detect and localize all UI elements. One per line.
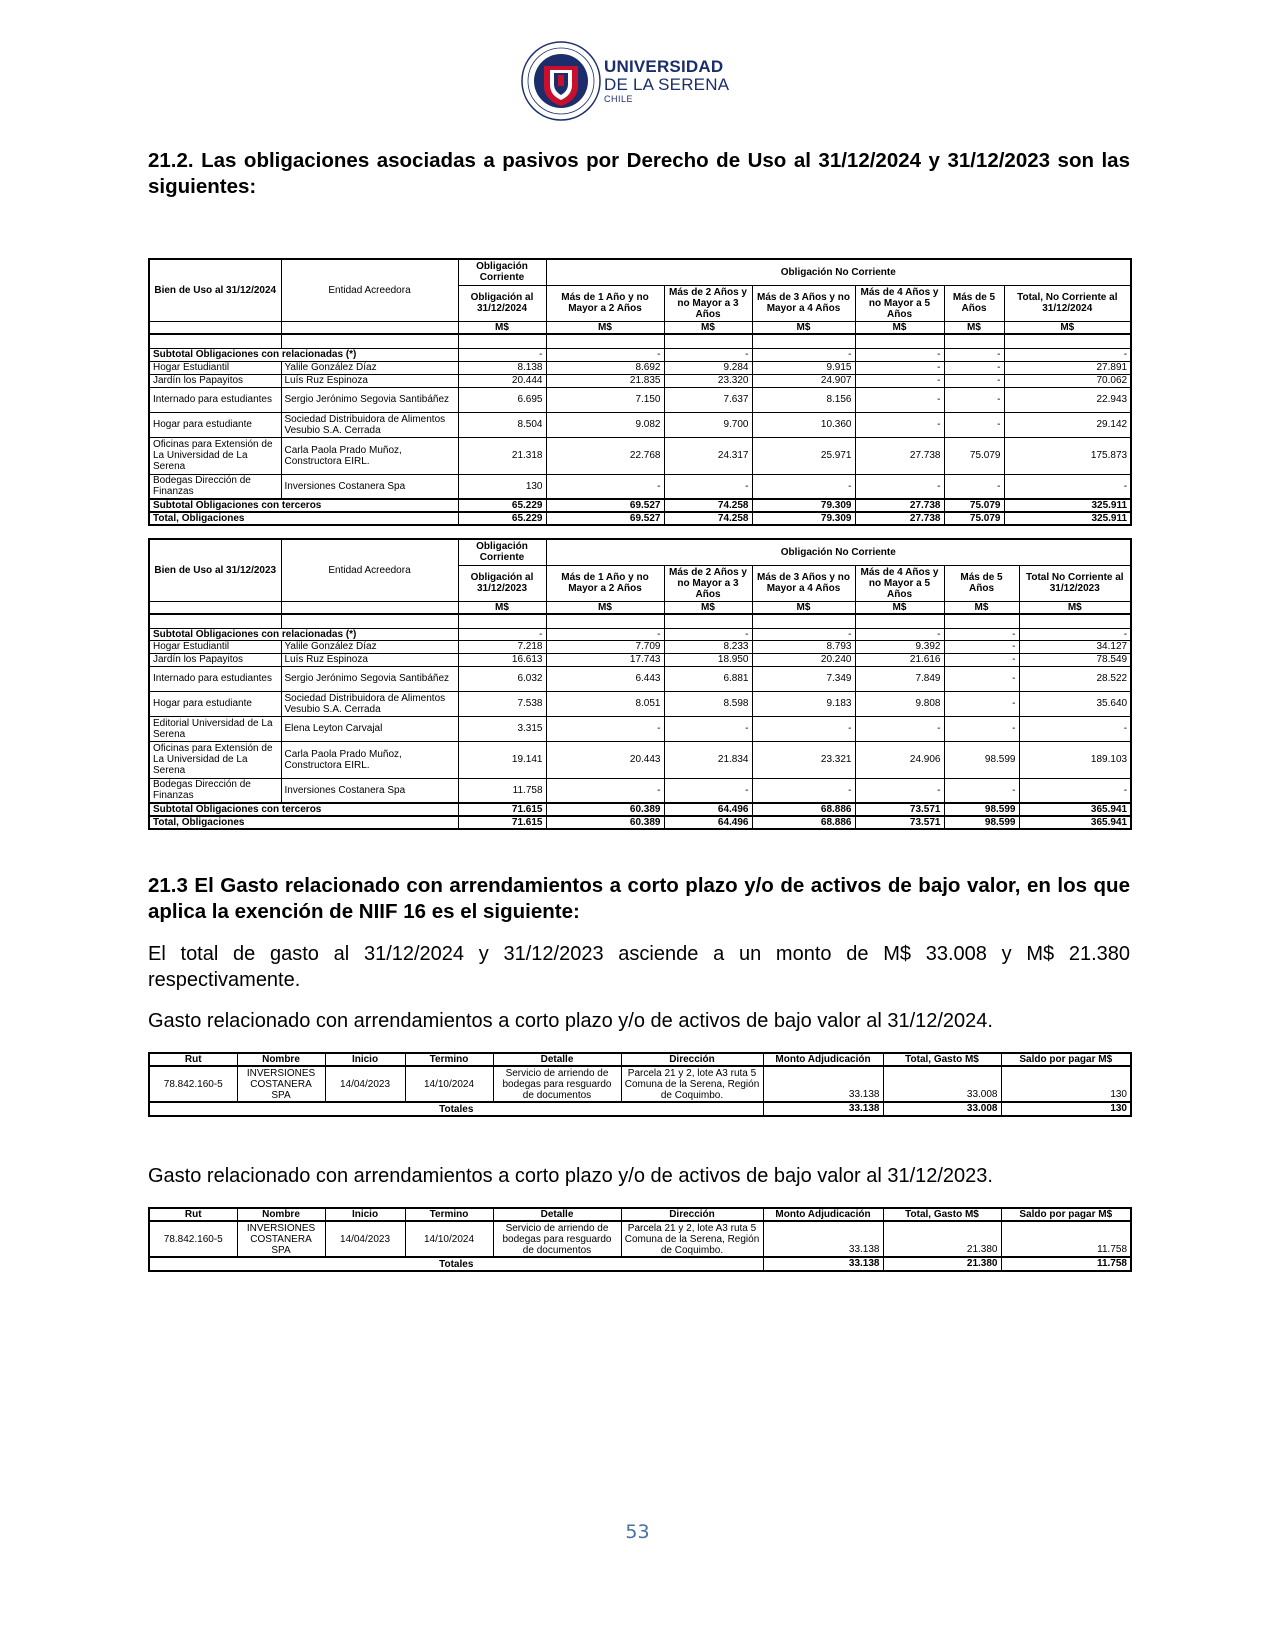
col-total-gasto: Total, Gasto M$ bbox=[883, 1053, 1001, 1066]
col-rut: Rut bbox=[149, 1053, 237, 1066]
header-4a5: Más de 4 Años y no Mayor a 5 Años bbox=[855, 285, 944, 321]
table-row: Hogar Estudiantil Yalile González Díaz 8.138 8.692 9.284 9.915 - - 27.891 bbox=[149, 361, 1131, 374]
col-direccion: Dirección bbox=[621, 1053, 763, 1066]
header-corriente: Obligación Corriente bbox=[458, 259, 546, 285]
col-inicio: Inicio bbox=[325, 1053, 405, 1066]
table-row: 78.842.160-5 INVERSIONES COSTANERA SPA 14/04/2023 14/10/2024 Servicio de arriendo de bodegas para resguardo de documentos Parcela 21 y 2, lote A3 ruta 5 Comuna de la Serena, Región de Coquimbo. 33.138 21.380 11.758 bbox=[149, 1221, 1131, 1257]
unit: M$ bbox=[664, 601, 752, 614]
col-detalle: Detalle bbox=[493, 1053, 621, 1066]
logo-wordmark bbox=[604, 58, 729, 105]
gasto-table-2024 bbox=[148, 1052, 1132, 1117]
subtotal-terceros-row: Subtotal Obligaciones con terceros 65.229 69.527 74.258 79.309 27.738 75.079 325.911 bbox=[149, 499, 1131, 512]
header-1a2: Más de 1 Año y no Mayor a 2 Años bbox=[546, 285, 664, 321]
table-row: Hogar para estudiante Sociedad Distribuidora de Alimentos Vesubio S.A. Cerrada 8.504 9.082 9.700 10.360 - - 29.142 bbox=[149, 412, 1131, 437]
col-inicio: Inicio bbox=[325, 1208, 405, 1221]
header-1a2: Más de 1 Año y no Mayor a 2 Años bbox=[546, 565, 664, 601]
header-3a4: Más de 3 Años y no Mayor a 4 Años bbox=[752, 285, 855, 321]
col-termino: Termino bbox=[405, 1053, 493, 1066]
section-213-paragraph: El total de gasto al 31/12/2024 y 31/12/2023 asciende a un monto de M$ 33.008 y M$ 21.380 respectivamente. bbox=[148, 943, 1130, 991]
subtotal-relacionadas-row: Subtotal Obligaciones con relacionadas (*) - - - - - - - bbox=[149, 348, 1131, 361]
header-no-corriente: Obligación No Corriente bbox=[546, 539, 1131, 565]
header-obligacion: Obligación al 31/12/2023 bbox=[458, 565, 546, 601]
unit: M$ bbox=[664, 321, 752, 334]
table-row: Jardín los Papayitos Luís Ruz Espinoza 20.444 21.835 23.320 24.907 - - 70.062 bbox=[149, 374, 1131, 387]
unit: M$ bbox=[1004, 321, 1131, 334]
subtotal-relacionadas-row: Subtotal Obligaciones con relacionadas (*) - - - - - - - bbox=[149, 628, 1131, 640]
total-row: Total, Obligaciones 65.229 69.527 74.258 79.309 27.738 75.079 325.911 bbox=[149, 512, 1131, 525]
table-row: Oficinas para Extensión de La Universidad de La Serena Carla Paola Prado Muñoz, Constructora EIRL. 19.141 20.443 21.834 23.321 24.906 98.599 189.103 bbox=[149, 741, 1131, 778]
header-entidad: Entidad Acreedora bbox=[281, 539, 458, 601]
col-total-gasto: Total, Gasto M$ bbox=[883, 1208, 1001, 1221]
logo-line-1: UNIVERSIDAD bbox=[604, 57, 724, 76]
table-row: Editorial Universidad de La Serena Elena Leyton Carvajal 3.315 - - - - - - bbox=[149, 716, 1131, 741]
page-number: 53 bbox=[625, 1521, 650, 1543]
header-no-corriente: Obligación No Corriente bbox=[546, 259, 1131, 285]
gasto-table-2023 bbox=[148, 1207, 1132, 1272]
header-bien: Bien de Uso al 31/12/2024 bbox=[149, 259, 281, 321]
header-5: Más de 5 Años bbox=[944, 565, 1019, 601]
header-4a5: Más de 4 Años y no Mayor a 5 Años bbox=[855, 565, 944, 601]
header-corriente: Obligación Corriente bbox=[458, 539, 546, 565]
section-212-title: 21.2. Las obligaciones asociadas a pasivos por Derecho de Uso al 31/12/2024 y 31/12/2023 son las siguientes: bbox=[148, 149, 1130, 198]
col-monto: Monto Adjudicación bbox=[763, 1208, 883, 1221]
totales-row: Totales 33.138 21.380 11.758 bbox=[149, 1257, 1131, 1271]
header-obligacion: Obligación al 31/12/2024 bbox=[458, 285, 546, 321]
header-total: Total, No Corriente al 31/12/2024 bbox=[1004, 285, 1131, 321]
obligations-table-2023 bbox=[148, 538, 1132, 830]
caption-2024: Gasto relacionado con arrendamientos a corto plazo y/o de activos de bajo valor al 31/12/2024. bbox=[148, 1010, 993, 1032]
table-row: Internado para estudiantes Sergio Jerónimo Segovia Santibáñez 6.032 6.443 6.881 7.349 7.849 - 28.522 bbox=[149, 666, 1131, 691]
unit: M$ bbox=[944, 321, 1004, 334]
table-row: Bodegas Dirección de Finanzas Inversiones Costanera Spa 11.758 - - - - - - bbox=[149, 778, 1131, 803]
header-2a3: Más de 2 Años y no Mayor a 3 Años bbox=[664, 285, 752, 321]
col-nombre: Nombre bbox=[237, 1208, 325, 1221]
table-row: 78.842.160-5 INVERSIONES COSTANERA SPA 14/04/2023 14/10/2024 Servicio de arriendo de bodegas para resguardo de documentos Parcela 21 y 2, lote A3 ruta 5 Comuna de la Serena, Región de Coquimbo. 33.138 33.008 130 bbox=[149, 1066, 1131, 1102]
table-row: Jardín los Papayitos Luís Ruz Espinoza 16.613 17.743 18.950 20.240 21.616 - 78.549 bbox=[149, 653, 1131, 666]
header-2a3: Más de 2 Años y no Mayor a 3 Años bbox=[664, 565, 752, 601]
unit: M$ bbox=[752, 601, 855, 614]
header-5: Más de 5 Años bbox=[944, 285, 1004, 321]
unit: M$ bbox=[1019, 601, 1131, 614]
col-detalle: Detalle bbox=[493, 1208, 621, 1221]
header-3a4: Más de 3 Años y no Mayor a 4 Años bbox=[752, 565, 855, 601]
header-bien: Bien de Uso al 31/12/2023 bbox=[149, 539, 281, 601]
logo-line-2: DE LA SERENA bbox=[604, 75, 730, 94]
col-monto: Monto Adjudicación bbox=[763, 1053, 883, 1066]
col-rut: Rut bbox=[149, 1208, 237, 1221]
col-saldo: Saldo por pagar M$ bbox=[1001, 1208, 1131, 1221]
unit: M$ bbox=[855, 601, 944, 614]
logo-line-3: CHILE bbox=[604, 94, 634, 104]
unit: M$ bbox=[546, 601, 664, 614]
unit: M$ bbox=[458, 601, 546, 614]
col-nombre: Nombre bbox=[237, 1053, 325, 1066]
unit: M$ bbox=[458, 321, 546, 334]
unit: M$ bbox=[944, 601, 1019, 614]
section-213-title: 21.3 El Gasto relacionado con arrendamientos a corto plazo y/o de activos de bajo valor, en los que aplica la exención de NIIF 16 es el siguiente: bbox=[148, 874, 1130, 923]
table-row: Oficinas para Extensión de La Universidad de La Serena Carla Paola Prado Muñoz, Constructora EIRL. 21.318 22.768 24.317 25.971 27.738 75.079 175.873 bbox=[149, 437, 1131, 474]
col-direccion: Dirección bbox=[621, 1208, 763, 1221]
unit: M$ bbox=[855, 321, 944, 334]
totales-row: Totales 33.138 33.008 130 bbox=[149, 1102, 1131, 1116]
subtotal-terceros-row: Subtotal Obligaciones con terceros 71.615 60.389 64.496 68.886 73.571 98.599 365.941 bbox=[149, 803, 1131, 816]
col-saldo: Saldo por pagar M$ bbox=[1001, 1053, 1131, 1066]
seal-icon bbox=[520, 40, 604, 122]
col-termino: Termino bbox=[405, 1208, 493, 1221]
caption-2023: Gasto relacionado con arrendamientos a corto plazo y/o de activos de bajo valor al 31/12/2023. bbox=[148, 1165, 993, 1187]
total-row: Total, Obligaciones 71.615 60.389 64.496 68.886 73.571 98.599 365.941 bbox=[149, 816, 1131, 829]
table-row: Hogar para estudiante Sociedad Distribuidora de Alimentos Vesubio S.A. Cerrada 7.538 8.051 8.598 9.183 9.808 - 35.640 bbox=[149, 691, 1131, 716]
header-total: Total No Corriente al 31/12/2023 bbox=[1019, 565, 1131, 601]
table-row: Bodegas Dirección de Finanzas Inversiones Costanera Spa 130 - - - - - - bbox=[149, 474, 1131, 499]
unit: M$ bbox=[752, 321, 855, 334]
obligations-table-2024 bbox=[148, 258, 1132, 526]
unit: M$ bbox=[546, 321, 664, 334]
table-row: Hogar Estudiantil Yalile González Díaz 7.218 7.709 8.233 8.793 9.392 - 34.127 bbox=[149, 640, 1131, 653]
header-entidad: Entidad Acreedora bbox=[281, 259, 458, 321]
table-row: Internado para estudiantes Sergio Jerónimo Segovia Santibáñez 6.695 7.150 7.637 8.156 - - 22.943 bbox=[149, 387, 1131, 412]
